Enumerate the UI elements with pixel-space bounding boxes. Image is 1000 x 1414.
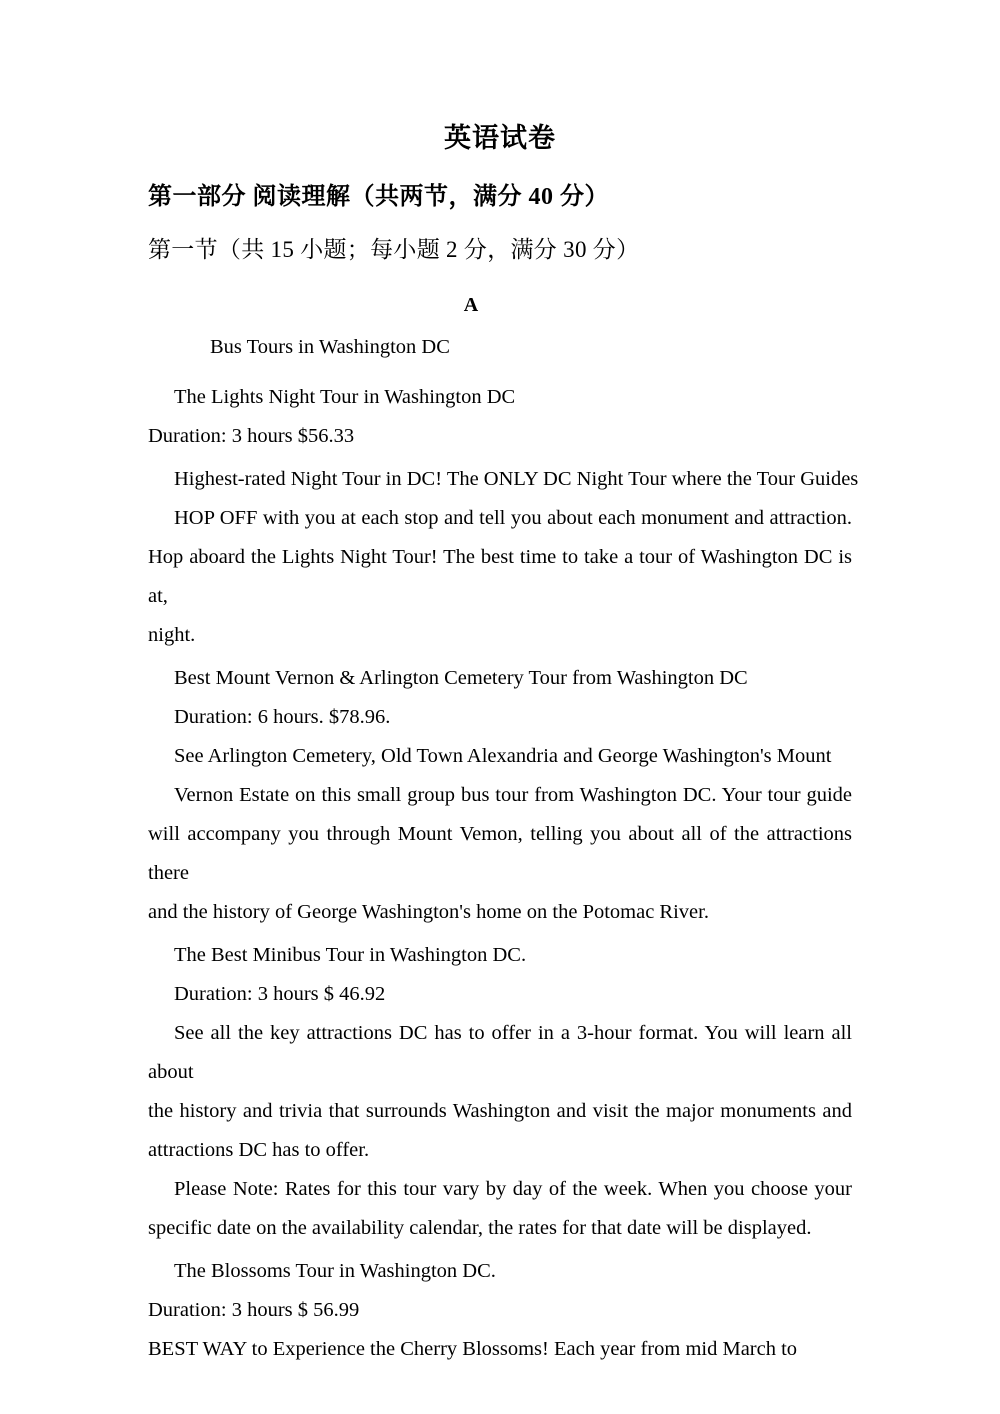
subsection-header-section-one: 第一节（共 15 小题；每小题 2 分，满分 30 分） [148,237,640,263]
tour-duration-blossoms: Duration: 3 hours $ 56.99 [148,1299,360,1322]
passage-heading: Bus Tours in Washington DC [210,336,450,359]
passage-body-line: See Arlington Cemetery, Old Town Alexandria and George Washington's Mount [174,745,832,768]
passage-body-line: will accompany you through Mount Vemon, telling you about all of the attractions there [148,823,852,885]
passage-body-line: HOP OFF with you at each stop and tell you about each monument and attraction. [174,507,852,530]
passage-letter-a: A [463,294,479,317]
tour-duration-minibus: Duration: 3 hours $ 46.92 [174,983,386,1006]
passage-body-line: Highest-rated Night Tour in DC! The ONLY DC Night Tour where the Tour Guides [174,468,859,491]
tour-duration-mount-vernon: Duration: 6 hours. $78.96. [174,706,391,729]
passage-body-line: attractions DC has to offer. [148,1139,370,1162]
tour-duration-lights-night: Duration: 3 hours $56.33 [148,425,355,448]
passage-note-line: specific date on the availability calendar, the rates for that date will be displayed. [148,1217,812,1240]
tour-title-lights-night: The Lights Night Tour in Washington DC [174,386,516,409]
passage-body-line: Hop aboard the Lights Night Tour! The best time to take a tour of Washington DC is at, [148,546,852,608]
passage-body-line: Vernon Estate on this small group bus tour from Washington DC. Your tour guide [174,784,852,807]
passage-body-line: and the history of George Washington's home on the Potomac River. [148,901,709,924]
passage-body-line: See all the key attractions DC has to offer in a 3-hour format. You will learn all about [148,1022,852,1084]
tour-title-minibus: The Best Minibus Tour in Washington DC. [174,944,527,967]
passage-body-line: BEST WAY to Experience the Cherry Blossoms! Each year from mid March to [148,1338,798,1361]
page-content [148,0,859,1369]
page-title: 英语试卷 [444,123,556,153]
passage-body-line: night. [148,624,196,647]
passage-note-line: Please Note: Rates for this tour vary by day of the week. When you choose your [174,1178,852,1201]
passage-body-line: the history and trivia that surrounds Washington and visit the major monuments and [148,1100,852,1123]
tour-title-mount-vernon: Best Mount Vernon & Arlington Cemetery Tour from Washington DC [174,667,748,690]
tour-title-blossoms: The Blossoms Tour in Washington DC. [174,1260,496,1283]
section-header-part-one: 第一部分 阅读理解（共两节，满分 40 分） [148,184,609,211]
